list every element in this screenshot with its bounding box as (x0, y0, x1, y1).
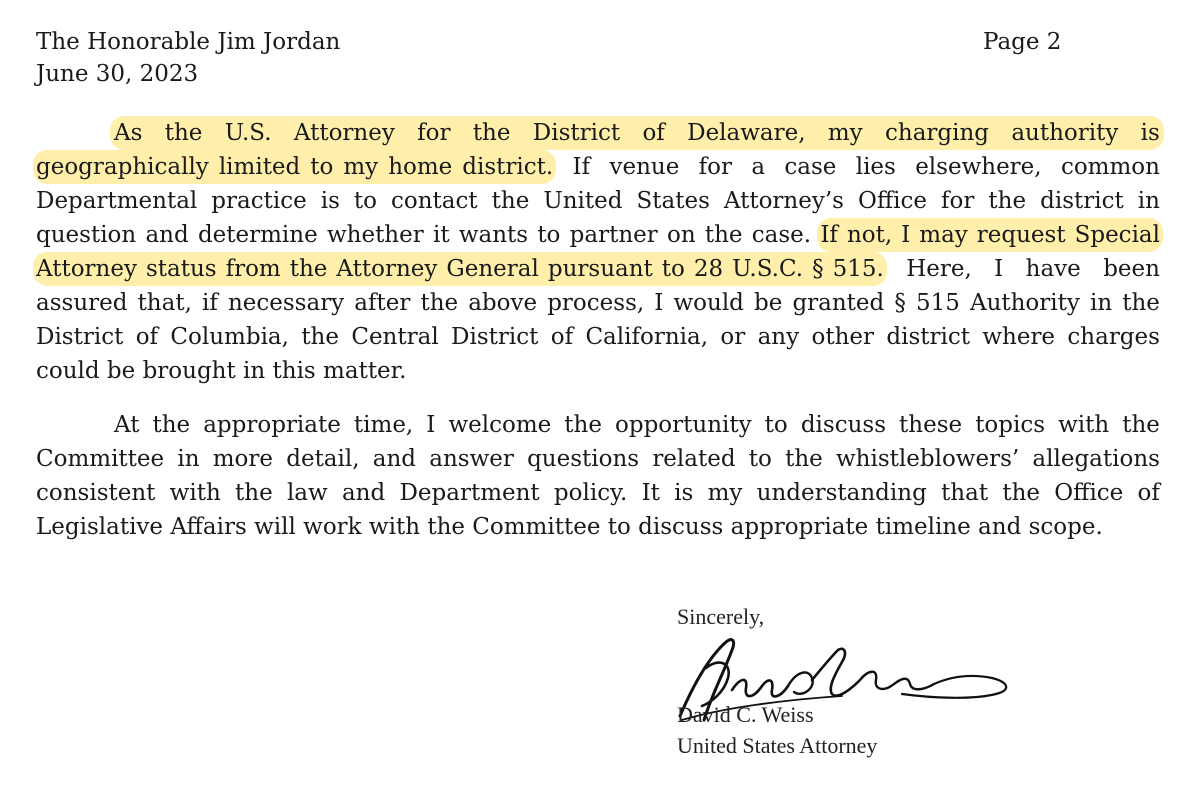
p2-line-1: At the appropriate time, I welcome the opportunity to discuss these topics with the (114, 412, 1160, 438)
p2-line-4: Legislative Affairs will work with the Committee to discuss appropriate timeline and scope. (36, 514, 1103, 540)
highlight-1b: geographically limited to my home district. (33, 150, 556, 184)
p2-line-3: consistent with the law and Department policy. It is my understanding that the Office of (36, 480, 1160, 506)
closing-salutation: Sincerely, (677, 604, 765, 629)
p1-line-4: question and determine whether it wants to partner on the case. If not, I may request Special (36, 218, 1160, 252)
signer-title: United States Attorney (677, 733, 878, 758)
p1-line-8: could be brought in this matter. (36, 358, 407, 384)
p2-line-2: Committee in more detail, and answer questions related to the whistleblowers’ allegations (36, 446, 1160, 472)
signer-name: David C. Weiss (677, 702, 814, 727)
p1-line-7: District of Columbia, the Central District of California, or any other district where charges (36, 324, 1160, 350)
highlight-2a: If not, I may request Special (817, 218, 1163, 252)
highlight-1a: As the U.S. Attorney for the District of Delaware, my charging authority is (110, 116, 1164, 150)
p1-line-5: Attorney status from the Attorney General pursuant to 28 U.S.C. § 515. Here, I have been (36, 252, 1160, 286)
page-number: Page 2 (983, 29, 1062, 55)
p1-line-2: geographically limited to my home district. If venue for a case lies elsewhere, common (36, 150, 1160, 184)
recipient-line: The Honorable Jim Jordan (36, 29, 341, 55)
p1-line-6: assured that, if necessary after the above process, I would be granted § 515 Authority in the (36, 290, 1160, 316)
p1-line-1 (114, 116, 1160, 150)
letter-date: June 30, 2023 (36, 61, 199, 87)
p1-line-3: Departmental practice is to contact the United States Attorney’s Office for the district in (36, 188, 1160, 214)
highlight-2b: Attorney status from the Attorney General pursuant to 28 U.S.C. § 515. (33, 252, 887, 286)
